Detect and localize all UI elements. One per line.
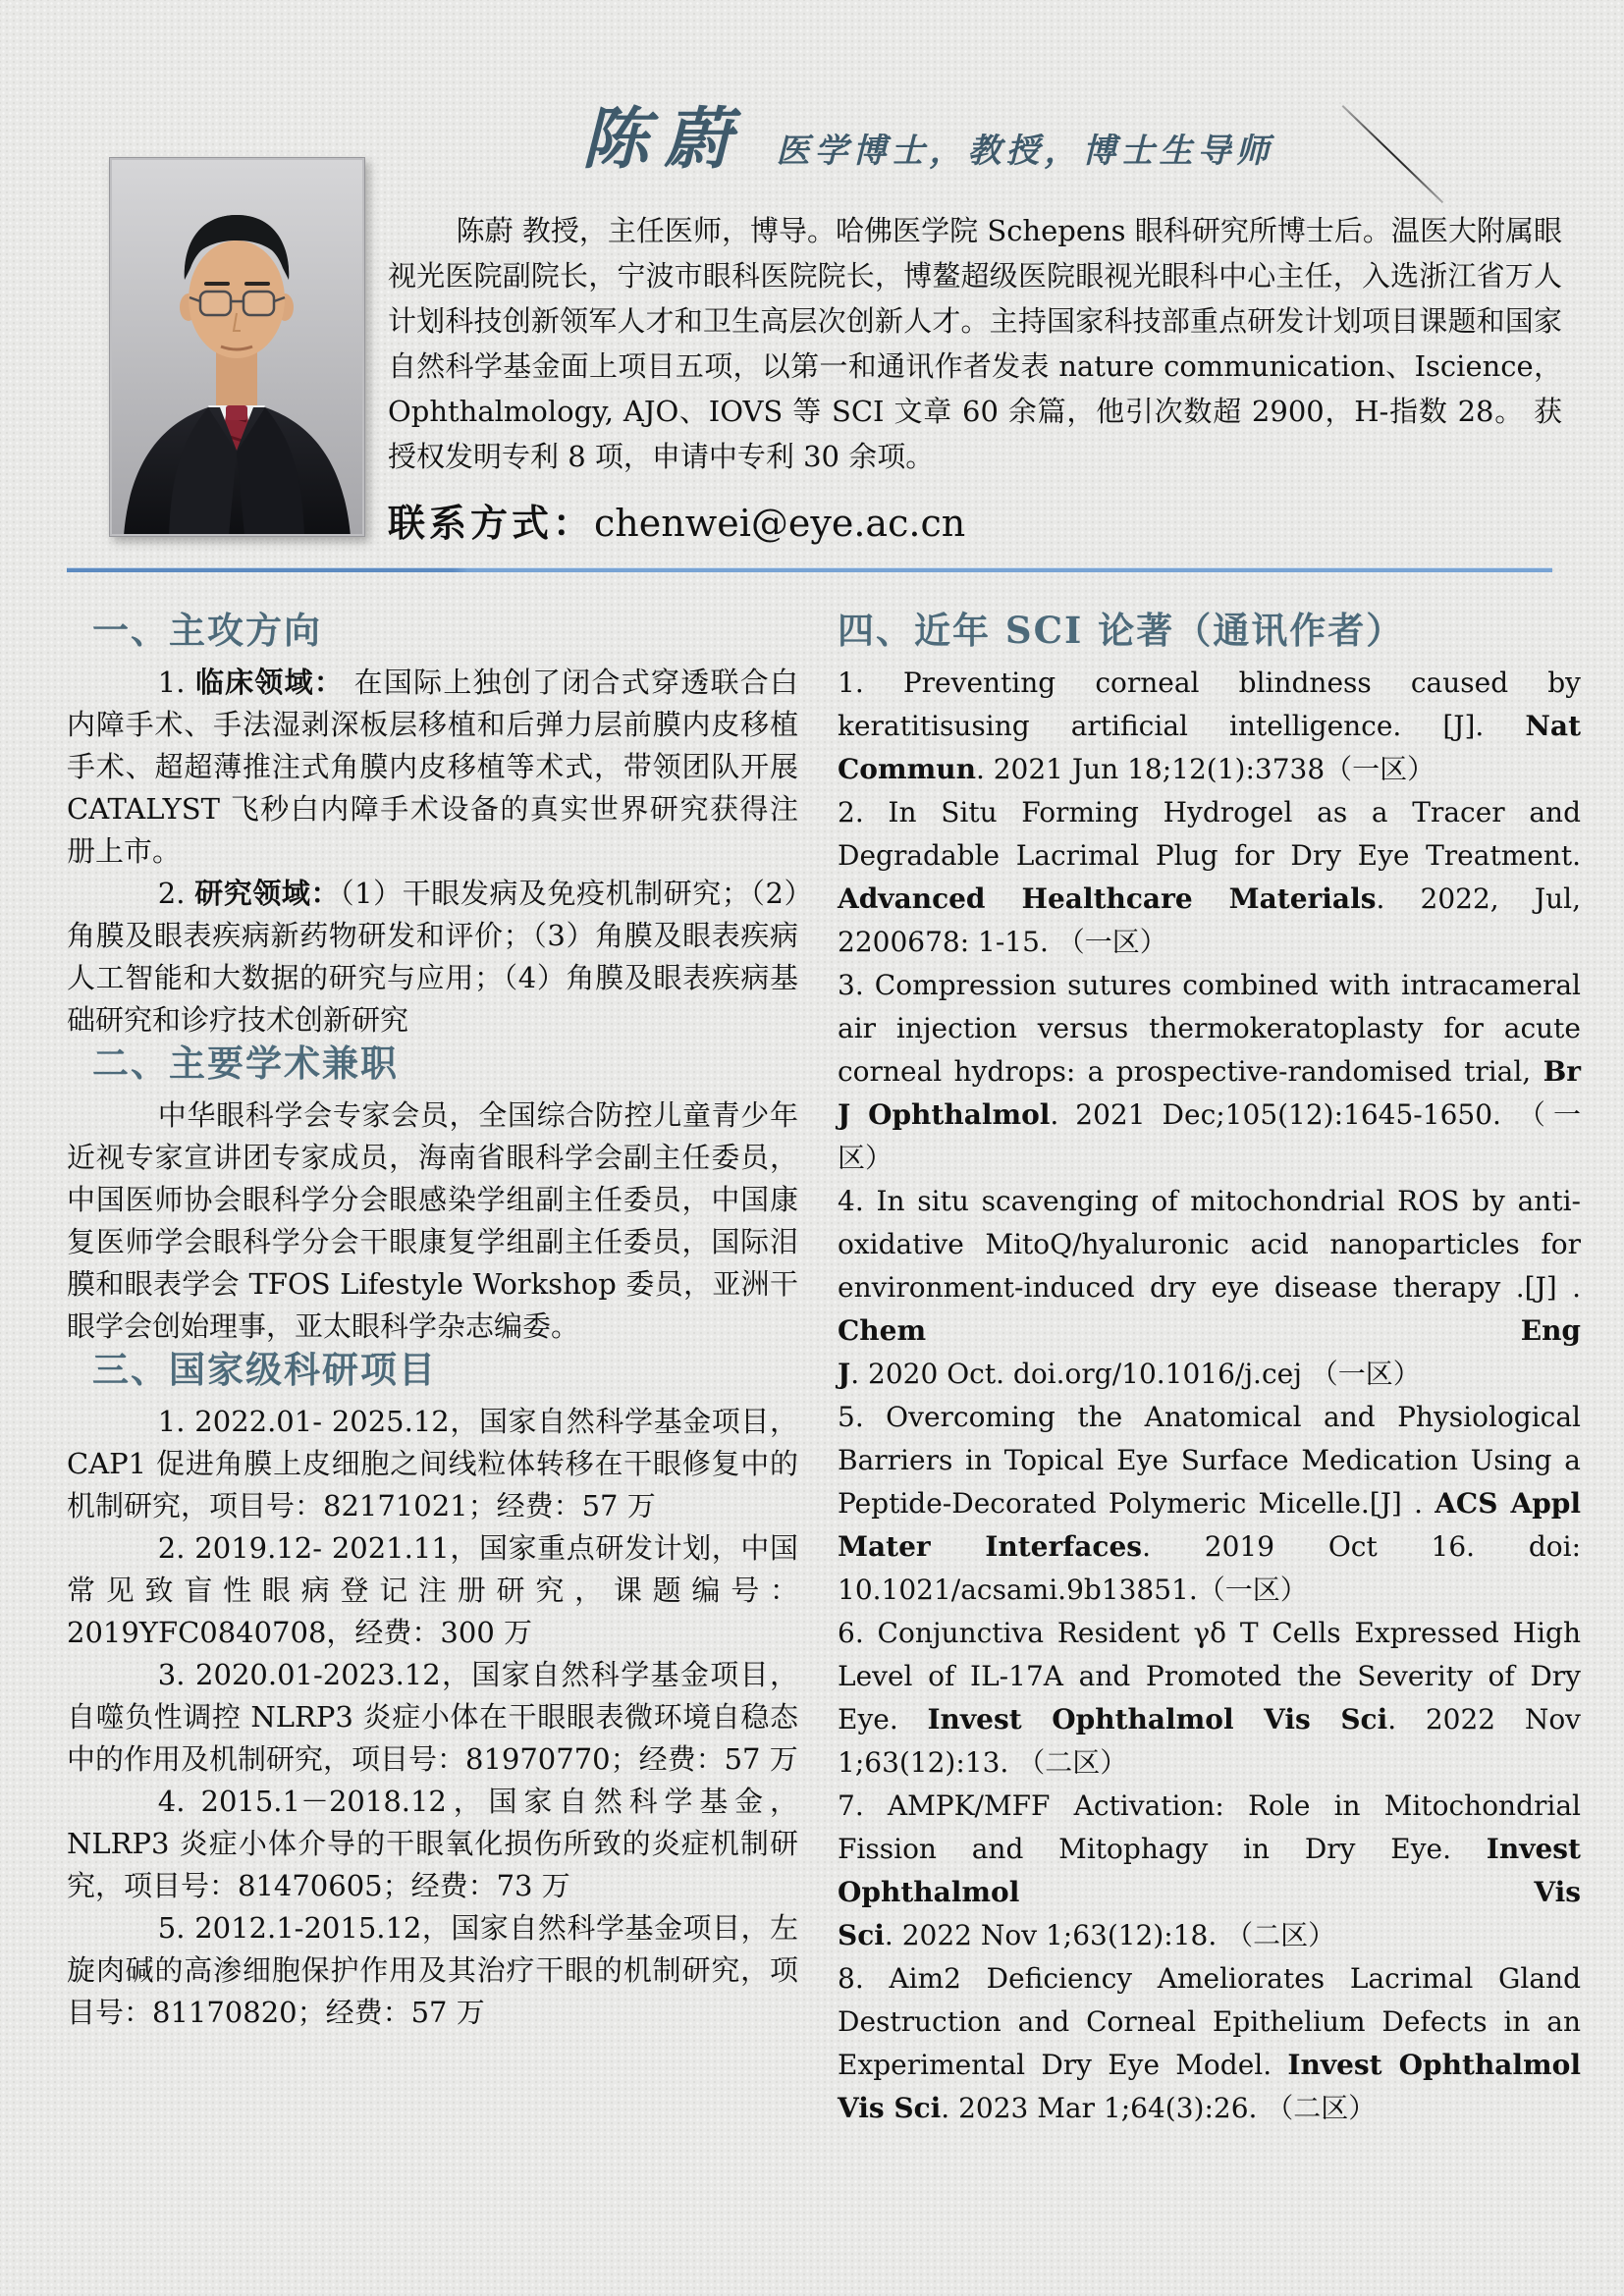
section-heading-main-directions: 一、主攻方向 — [92, 609, 322, 652]
contact-email: chenwei@eye.ac.cn — [594, 502, 966, 545]
portrait-photo — [109, 157, 365, 537]
project-item: 1. 2022.01- 2025.12，国家自然科学基金项目，CAP1 促进角膜上皮细胞之间线粒体转移在干眼修复中的机制研究，项目号：82171021；经费：57 万 — [67, 1405, 798, 1522]
project-item: 3. 2020.01-2023.12，国家自然科学基金项目，自噬负性调控 NLRP3 炎症小体在干眼眼表微环境自稳态中的作用及机制研究，项目号：81970770；经费：57 万 — [67, 1658, 798, 1776]
person-credentials: 医学博士，教授，博士生导师 — [776, 132, 1274, 171]
academic-positions-paragraph: 中华眼科学会专家会员，全国综合防控儿童青少年近视专家宣讲团专家成员，海南省眼科学会副主任委员，中国医师协会眼科学分会眼感染学组副主任委员，中国康复医师学会眼科学分会干眼康复学组副主任委员，国际泪膜和眼表学会 TFOS Lifestyle Workshop 委员，亚洲干眼学会创始理事，亚太眼科学杂志编委。 — [67, 1098, 798, 1343]
publication-item: 8. Aim2 Deficiency Ameliorates Lacrimal Gland Destruction and Corneal Epithelium Defects in an Experimental Dry Eye Model. Invest Ophthalmol Vis Sci. 2023 Mar 1;64(3):26. （二区） — [838, 1962, 1581, 2124]
publication-item: 1. Preventing corneal blindness caused by keratitisusing artificial intelligence. [J]. Nat Commun. 2021 Jun 18;12(1):3738（一区） — [838, 667, 1581, 785]
main-direction-paragraph: 1. 临床领域： 在国际上独创了闭合式穿透联合白内障手术、手法湿剥深板层移植和后弹力层前膜内皮移植手术、超超薄推注式角膜内皮移植等术式，带领团队开展 CATALYST 飞秒白内障手术设备的真实世界研究获得注册上市。 — [67, 666, 798, 868]
section-heading-sci-publications: 四、近年 SCI 论著（通讯作者） — [838, 609, 1405, 652]
title-block — [324, 86, 1532, 182]
left-column — [67, 609, 798, 2034]
right-column — [838, 609, 1581, 2130]
project-item: 5. 2012.1-2015.12，国家自然科学基金项目，左旋肉碱的高渗细胞保护作用及其治疗干眼的机制研究，项目号：81170820；经费：57 万 — [67, 1911, 798, 2029]
header-divider — [67, 567, 1552, 572]
section-heading-academic-positions: 二、主要学术兼职 — [92, 1041, 399, 1085]
national-projects-list — [67, 1401, 798, 2034]
publication-item: 2. In Situ Forming Hydrogel as a Tracer and Degradable Lacrimal Plug for Dry Eye Treatment. Advanced Healthcare Materials. 2022, Jul, 2200678: 1-15. （一区） — [838, 796, 1581, 958]
section-heading-national-projects: 三、国家级科研项目 — [92, 1348, 437, 1391]
contact-line — [388, 493, 965, 547]
publication-item: 4. In situ scavenging of mitochondrial ROS by anti-oxidative MitoQ/hyaluronic acid nanoparticles for environment-induced dry eye disease therapy .[J] . Chem Eng J. 2020 Oct. doi.org/10.1016/j.cej （一区） — [838, 1185, 1581, 1390]
main-direction-paragraph: 2. 研究领域：（1）干眼发病及免疫机制研究；（2）角膜及眼表疾病新药物研发和评价；（3）角膜及眼表疾病人工智能和大数据的研究与应用；（4）角膜及眼表疾病基础研究和诊疗技术创新研究 — [67, 877, 798, 1037]
main-directions-list — [67, 662, 798, 1041]
project-item: 4. 2015.1－2018.12，国家自然科学基金，NLRP3 炎症小体介导的干眼氧化损伤所致的炎症机制研究，项目号：81470605；经费：73 万 — [67, 1785, 798, 1902]
portrait-photo-image — [110, 158, 364, 536]
project-item: 2. 2019.12- 2021.11，国家重点研发计划，中国常见致盲性眼病登记注册研究，课题编号：2019YFC0840708，经费：300 万 — [67, 1531, 798, 1649]
sci-publications-list — [838, 662, 1581, 2130]
publication-item: 6. Conjunctiva Resident γδ T Cells Expressed High Level of IL-17A and Promoted the Severity of Dry Eye. Invest Ophthalmol Vis Sci. 2022 Nov 1;63(12):13. （二区） — [838, 1617, 1582, 1779]
person-name: 陈蔚 — [581, 100, 747, 179]
publication-item: 7. AMPK/MFF Activation: Role in Mitochondrial Fission and Mitophagy in Dry Eye. Invest Ophthalmol Vis Sci. 2022 Nov 1;63(12):18. （二区） — [838, 1789, 1581, 1951]
contact-label: 联系方式： — [388, 501, 595, 545]
bio-paragraph: 陈蔚 教授，主任医师，博导。哈佛医学院 Schepens 眼科研究所博士后。温医大附属眼视光医院副院长，宁波市眼科医院院长，博鳌超级医院眼视光眼科中心主任，入选浙江省万人计划科技创新领军人才和卫生高层次创新人才。主持国家科技部重点研发计划项目课题和国家自然科学基金面上项目五项，以第一和通讯作者发表 nature communication、Iscience，Ophthalmology, AJO、IOVS 等 SCI 文章 60 余篇，他引次数超 2900，H-指数 28。 获授权发明专利 8 项，申请中专利 30 余项。 — [388, 214, 1562, 473]
publication-item: 3. Compression sutures combined with intracameral air injection versus thermokeratoplasty for acute corneal hydrops: a prospective-randomised trial, Br J Ophthalmol. 2021 Dec;105(12):1645-1650. （一区） — [838, 969, 1581, 1174]
publication-item: 5. Overcoming the Anatomical and Physiological Barriers in Topical Eye Surface Medication Using a Peptide-Decorated Polymeric Micelle.[J] . ACS Appl Mater Interfaces. 2019 Oct 16. doi: 10.1021/acsami.9b13851.（一区） — [838, 1401, 1581, 1606]
